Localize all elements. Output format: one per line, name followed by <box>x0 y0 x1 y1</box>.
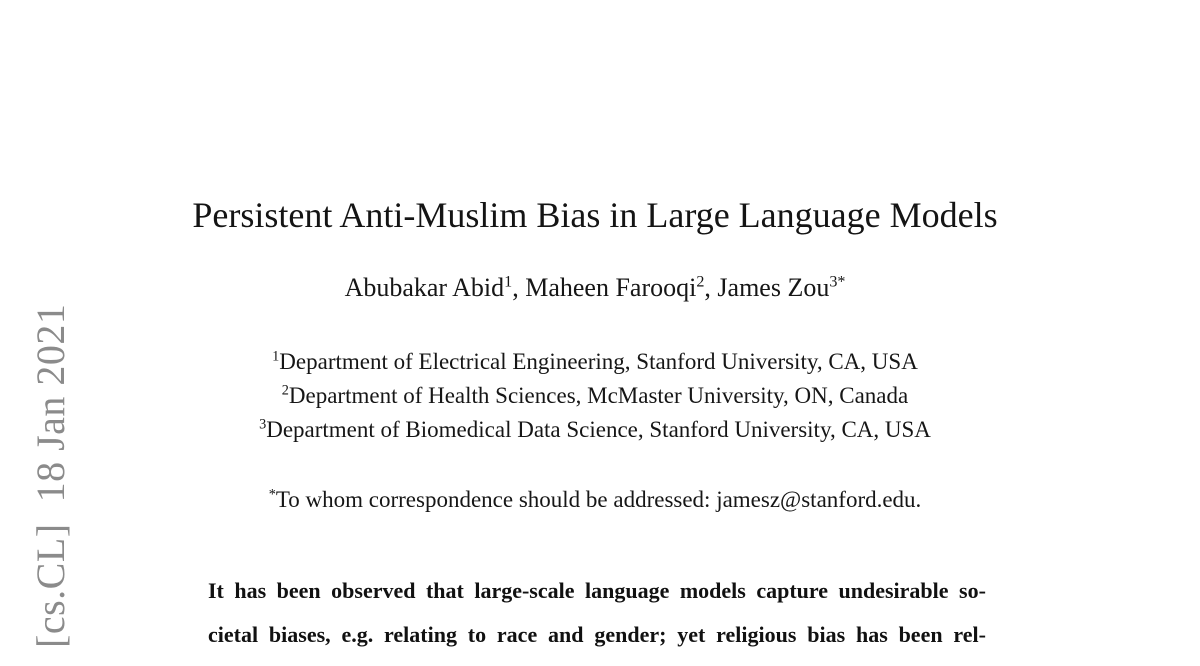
correspondence-line: *To whom correspondence should be addressed: jamesz@stanford.edu. <box>268 486 922 512</box>
arxiv-watermark: [cs.CL] 18 Jan 2021 <box>28 303 73 648</box>
affiliations-block <box>0 345 1190 447</box>
affiliation-line-3: $^3$Department of Biomedical Data Science, Stanford University, CA, USA <box>259 416 931 442</box>
affiliation-line-1: $^1$Department of Electrical Engineering, Stanford University, CA, USA <box>272 348 918 374</box>
abstract-line-1: It has been observed that large-scale language models capture undesirable so- <box>208 578 986 603</box>
abstract-block <box>208 578 986 666</box>
authors-line: Abubakar Abid$^1$, Maheen Farooqi$^2$, James Zou$^{3*}$ <box>344 273 846 302</box>
affiliation-line-2: $^2$Department of Health Sciences, McMaster University, ON, Canada <box>281 382 909 408</box>
paper-title: Persistent Anti-Muslim Bias in Large Language Models <box>192 195 998 235</box>
abstract-line-2: cietal biases, e.g. relating to race and gender; yet religious bias has been rel- <box>208 622 986 647</box>
